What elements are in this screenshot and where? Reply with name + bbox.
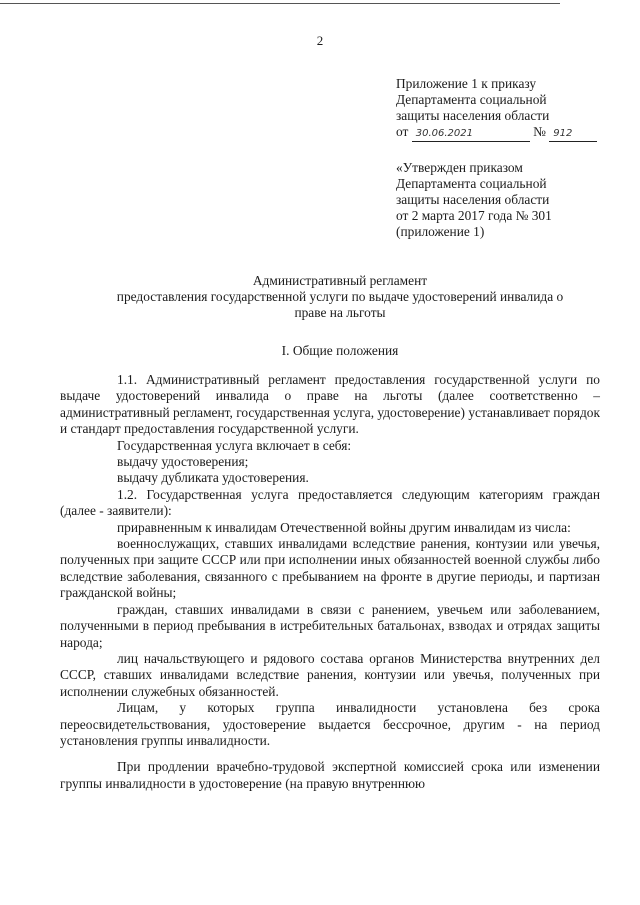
attachment-date-line bbox=[396, 124, 597, 142]
paragraph: 1.1. Административный регламент предоставления государственной услуги по выдаче удостоверений инвалида о праве на льготы (далее соответственно – административный регламент, государственная услуга, удостоверение) устанавливает порядок и стандарт предоставления государственной услуги. bbox=[60, 372, 600, 437]
approved-line: «Утвержден приказом bbox=[396, 160, 523, 175]
page-number: 2 bbox=[316, 33, 324, 48]
approved-line: Департамента социальной bbox=[396, 176, 547, 191]
handwritten-date: 30.06.2021 bbox=[412, 127, 530, 142]
paragraph: Государственная услуга включает в себя: bbox=[117, 437, 352, 453]
attachment-line: Приложение 1 к приказу bbox=[396, 76, 537, 91]
section-heading: I. Общие положения bbox=[281, 343, 399, 358]
from-label: от bbox=[396, 124, 409, 139]
attachment-line: Департамента социальной bbox=[396, 92, 547, 107]
document-title: Административный регламент bbox=[252, 273, 428, 288]
approved-line: от 2 марта 2017 года № 301 bbox=[396, 208, 552, 223]
paragraph: Лицам, у которых группа инвалидности установлена без срока переосвидетельствования, удостоверение выдается бессрочное, другим - на период установления группы инвалидности. bbox=[60, 700, 600, 748]
attachment-line: защиты населения области bbox=[396, 108, 550, 123]
approved-line: (приложение 1) bbox=[396, 224, 485, 239]
paragraph: граждан, ставших инвалидами в связи с ранением, увечьем или заболеванием, полученными в период пребывания в истребительных батальонах, взводах и отрядах защиты народа; bbox=[60, 601, 600, 650]
attachment-block bbox=[396, 76, 597, 142]
document-body bbox=[60, 372, 600, 792]
approved-line: защиты населения области bbox=[396, 192, 550, 207]
handwritten-number: 912 bbox=[549, 127, 597, 142]
paragraph: лиц начальствующего и рядового состава органов Министерства внутренних дел СССР, ставших инвалидами вследствие ранения, контузии или увечья, полученных при исполнении служебных обязанностей. bbox=[60, 650, 600, 699]
paragraph: выдачу удостоверения; bbox=[117, 454, 249, 470]
number-label: № bbox=[533, 124, 546, 139]
paragraph: военнослужащих, ставших инвалидами вследствие ранения, контузии или увечья, полученных при защите СССР или при исполнении иных обязанностей военной службы либо вследствие заболевания, связанного с пребыванием на фронте в другие периоды, и партизан гражданской войны; bbox=[60, 536, 600, 601]
paragraph: приравненным к инвалидам Отечественной войны другим инвалидам из числа: bbox=[117, 519, 571, 535]
approved-block bbox=[396, 160, 552, 240]
paragraph: 1.2. Государственная услуга предоставляется следующим категориям граждан (далее - заявители): bbox=[60, 486, 600, 519]
top-rule bbox=[0, 3, 560, 4]
document-subtitle: праве на льготы bbox=[294, 305, 386, 320]
paragraph: При продлении врачебно-трудовой экспертной комиссией срока или изменении группы инвалидности в удостоверение (на правую внутреннюю bbox=[60, 759, 600, 791]
paragraph: выдачу дубликата удостоверения. bbox=[117, 470, 309, 486]
document-subtitle: предоставления государственной услуги по выдаче удостоверений инвалида о bbox=[116, 289, 564, 304]
